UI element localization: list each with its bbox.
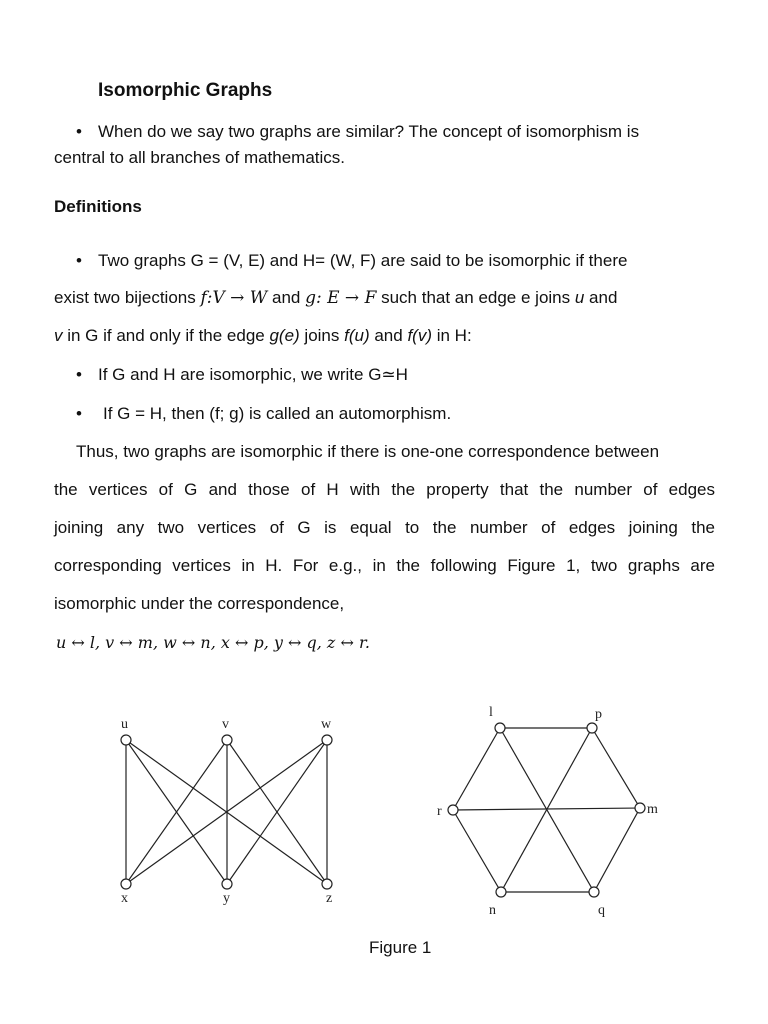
def1-line-1: Two graphs G = (V, E) and H= (W, F) are said to be isomorphic if there bbox=[98, 251, 628, 270]
def1-line-3 bbox=[54, 325, 472, 347]
fu: f(u) bbox=[344, 326, 370, 345]
def1-bullet: • bbox=[76, 251, 82, 270]
figure-caption: Figure 1 bbox=[369, 938, 432, 957]
vertex-label-r: r bbox=[437, 804, 442, 819]
def1-line-2 bbox=[54, 287, 617, 309]
vertex-label-w: w bbox=[321, 717, 332, 732]
def1-text: and bbox=[369, 326, 408, 345]
vertex-u: u bbox=[574, 288, 585, 307]
vertex-label-q: q bbox=[598, 903, 605, 918]
vertex-label-m: m bbox=[647, 802, 658, 817]
def1-text: such that an edge e joins bbox=[376, 288, 575, 307]
def1-text: in H: bbox=[431, 326, 472, 345]
graph-bipartite bbox=[126, 740, 327, 884]
def2-text: If G and H are isomorphic, we write G≃H bbox=[98, 365, 408, 384]
intro-line-2: central to all branches of mathematics. bbox=[54, 148, 346, 167]
vertex-label-v: v bbox=[222, 717, 229, 732]
paragraph-line-2: the vertices of G and those of H with the property that the number of edges bbox=[54, 480, 715, 499]
vertex-label-z: z bbox=[326, 891, 333, 906]
paragraph-line-5: isomorphic under the correspondence, bbox=[54, 594, 345, 613]
vertex-label-y: y bbox=[223, 891, 230, 906]
paragraph-line-1: Thus, two graphs are isomorphic if there is one-one correspondence between bbox=[76, 442, 660, 461]
edge-ge: g(e) bbox=[269, 326, 300, 345]
def1-text: and bbox=[267, 288, 306, 307]
graph-hexagon bbox=[453, 728, 640, 892]
correspondence-formula: u ↔ l, v ↔ m, w ↔ n, x ↔ p, y ↔ q, z ↔ r. bbox=[56, 633, 370, 652]
def3-bullet: • bbox=[76, 404, 82, 423]
bijection-f: f:V → W bbox=[200, 288, 268, 308]
vertex-label-p: p bbox=[595, 707, 602, 722]
paragraph-line-4: corresponding vertices in H. For e.g., in the following Figure 1, two graphs are bbox=[54, 556, 715, 575]
vertex-label-n: n bbox=[489, 903, 496, 918]
vertex-v: v bbox=[54, 326, 63, 345]
def3-text: If G = H, then (f; g) is called an automorphism. bbox=[103, 404, 452, 423]
page-title: Isomorphic Graphs bbox=[98, 80, 273, 101]
figure-1 bbox=[0, 690, 768, 930]
def2-bullet: • bbox=[76, 365, 82, 384]
vertex-label-u: u bbox=[121, 717, 128, 732]
intro-bullet: • bbox=[76, 122, 82, 141]
def1-text: in G if and only if the edge bbox=[62, 326, 270, 345]
def1-text: joins bbox=[299, 326, 345, 345]
paragraph-line-3: joining any two vertices of G is equal to the number of edges joining the bbox=[54, 518, 715, 537]
fv: f(v) bbox=[407, 326, 432, 345]
def1-text: exist two bijections bbox=[54, 288, 201, 307]
definitions-heading: Definitions bbox=[54, 197, 142, 216]
def1-text: and bbox=[584, 288, 618, 307]
intro-line-1: When do we say two graphs are similar? The concept of isomorphism is bbox=[98, 122, 640, 141]
bijection-g: g: E → F bbox=[305, 288, 377, 308]
vertex-label-x: x bbox=[121, 891, 128, 906]
vertex-label-l: l bbox=[489, 705, 493, 720]
